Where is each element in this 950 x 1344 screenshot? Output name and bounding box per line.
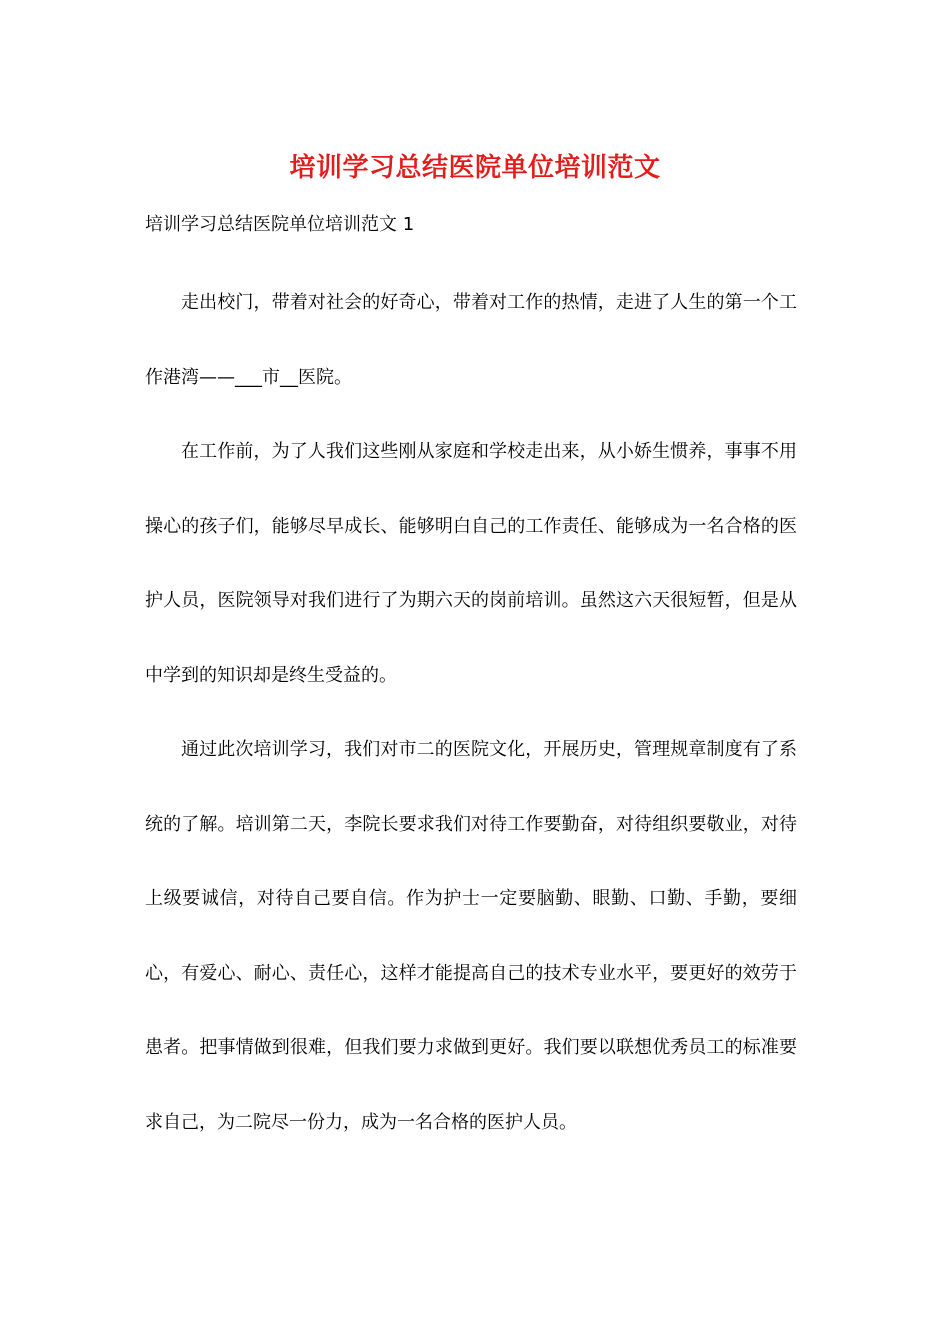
document-title: 培训学习总结医院单位培训范文 [289,153,661,183]
paragraph-3: 通过此次培训学习，我们对市二的医院文化，开展历史，管理规章制度有了系统的了解。培训第二天，李院长要求我们对待工作要勤奋，对待组织要敬业，对待上级要诚信，对待自己要自信。作为护士一定要脑勤、眼勤、口勤、手勤，要细心，有爱心、耐心、责任心，这样才能提高自己的技术专业水平，要更好的效劳于患者。把事情做到很难，但我们要力求做到更好。我们要以联想优秀员工的标准要求自己，为二院尽一份力，成为一名合格的医护人员。 [145,739,797,1133]
paragraph-1: 走出校门，带着对社会的好奇心，带着对工作的热情，走进了人生的第一个工作港湾——___市__医院。 [145,292,797,388]
document-subtitle: 培训学习总结医院单位培训范文 1 [145,214,415,235]
paragraph-2: 在工作前，为了人我们这些刚从家庭和学校走出来，从小娇生惯养，事事不用操心的孩子们，能够尽早成长、能够明白自己的工作责任、能够成为一名合格的医护人员，医院领导对我们进行了为期六天的岗前培训。虽然这六天很短暂，但是从中学到的知识却是终生受益的。 [145,441,797,686]
document-body [145,266,797,1160]
